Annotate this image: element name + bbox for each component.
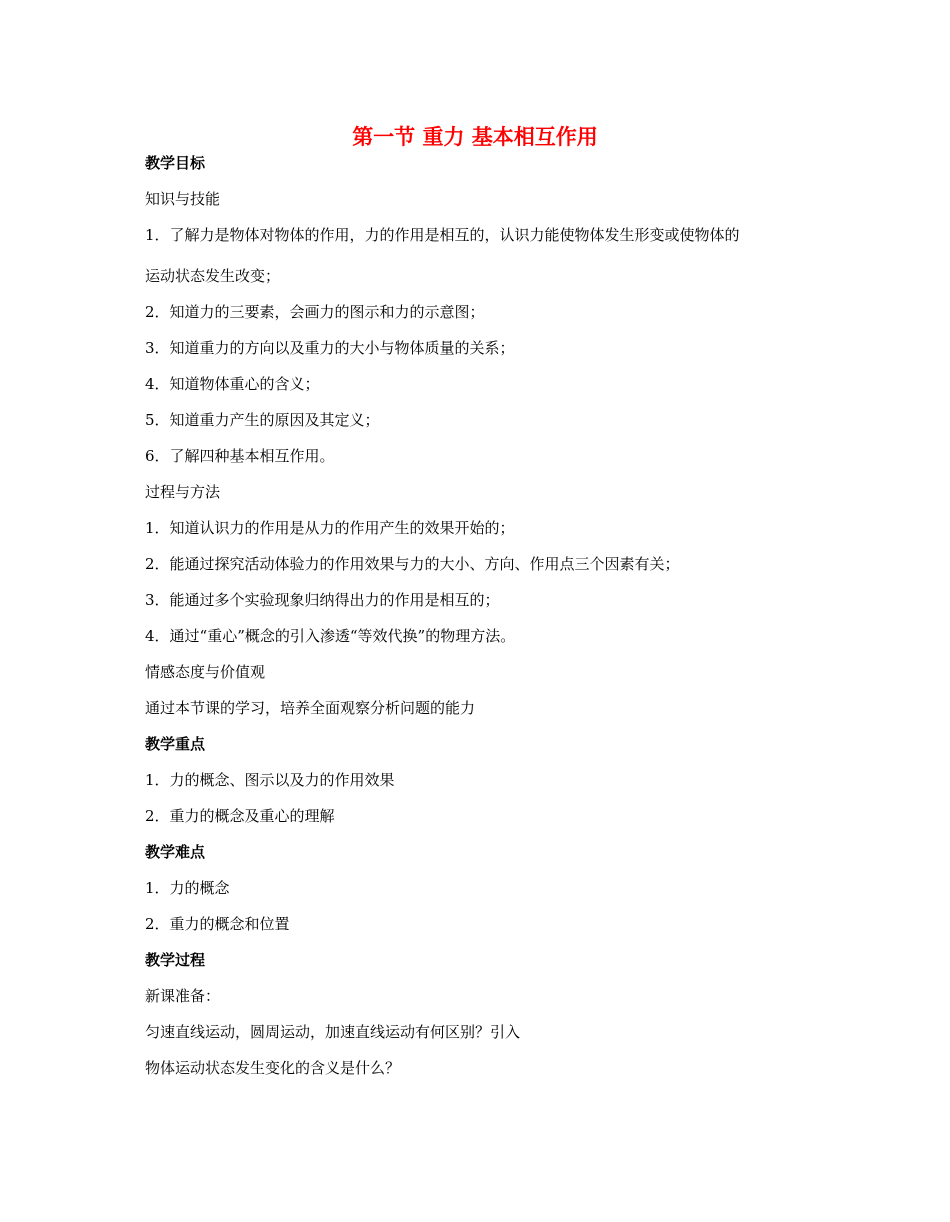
- attitude-text: 通过本节课的学习，培养全面观察分析问题的能力: [145, 699, 476, 717]
- procedure-line: 匀速直线运动，圆周运动，加速直线运动有何区别？引入: [145, 1023, 521, 1041]
- key-points-heading: 教学重点: [145, 735, 206, 753]
- difficulties-heading: 教学难点: [145, 843, 206, 861]
- knowledge-heading: 知识与技能: [145, 190, 221, 208]
- knowledge-item: 3．知道重力的方向以及重力的大小与物体质量的关系；: [145, 339, 515, 357]
- process-item: 2．能通过探究活动体验力的作用效果与力的大小、方向、作用点三个因素有关；: [145, 555, 680, 573]
- page-title: 第一节 重力 基本相互作用: [352, 125, 598, 149]
- key-point-item: 1．力的概念、图示以及力的作用效果: [145, 771, 395, 789]
- knowledge-item: 2．知道力的三要素，会画力的图示和力的示意图；: [145, 303, 485, 321]
- process-item: 4．通过“重心”概念的引入渗透“等效代换”的物理方法。: [145, 627, 516, 645]
- difficulty-item: 2．重力的概念和位置: [145, 915, 290, 933]
- process-item: 3．能通过多个实验现象归纳得出力的作用是相互的；: [145, 591, 500, 609]
- attitude-heading: 情感态度与价值观: [145, 663, 266, 681]
- knowledge-item: 运动状态发生改变；: [145, 267, 281, 285]
- knowledge-item: 1．了解力是物体对物体的作用，力的作用是相互的，认识力能使物体发生形变或使物体的: [145, 226, 740, 244]
- key-point-item: 2．重力的概念及重心的理解: [145, 807, 335, 825]
- procedure-line: 物体运动状态发生变化的含义是什么？: [145, 1059, 401, 1077]
- difficulty-item: 1．力的概念: [145, 879, 230, 897]
- objectives-heading: 教学目标: [145, 154, 206, 172]
- procedure-heading: 教学过程: [145, 951, 206, 969]
- process-heading: 过程与方法: [145, 483, 221, 501]
- process-item: 1．知道认识力的作用是从力的作用产生的效果开始的；: [145, 519, 515, 537]
- knowledge-item: 4．知道物体重心的含义；: [145, 375, 320, 393]
- prep-label: 新课准备：: [145, 987, 221, 1005]
- knowledge-item: 6．了解四种基本相互作用。: [145, 447, 335, 465]
- knowledge-item: 5．知道重力产生的原因及其定义；: [145, 411, 380, 429]
